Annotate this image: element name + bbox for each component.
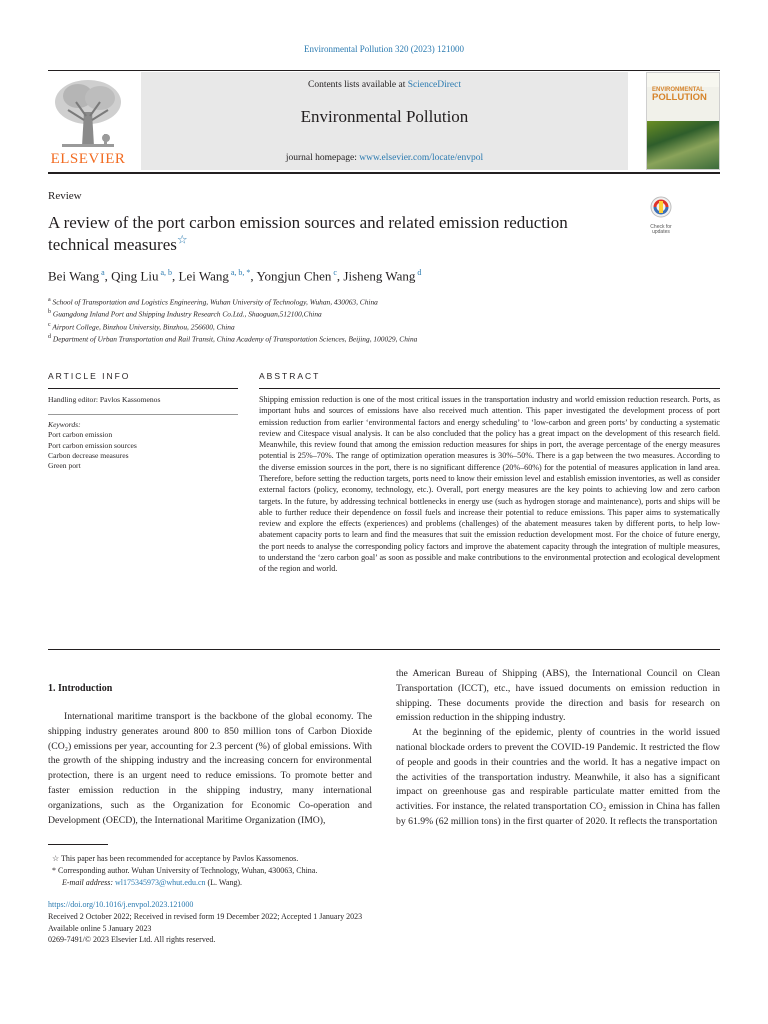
body-column-left <box>48 710 372 828</box>
body-column-right <box>396 667 720 830</box>
available-online: Available online 5 January 2023 <box>48 923 152 933</box>
contents-line <box>141 80 628 90</box>
affiliation-marker: c <box>48 321 51 328</box>
check-for-updates-badge[interactable] <box>646 196 676 235</box>
doi-link[interactable]: https://doi.org/10.1016/j.envpol.2023.121000 <box>48 900 194 909</box>
homepage-prefix: journal homepage: <box>285 153 360 163</box>
affiliation-marker: a <box>48 297 51 303</box>
affiliation-list <box>48 295 688 345</box>
affiliation <box>48 307 688 319</box>
journal-homepage-line <box>141 153 628 163</box>
affiliation-text: Airport College, Binzhou University, Binzhou, 256600, China <box>52 322 235 332</box>
email-label: E-mail address: <box>62 878 116 887</box>
paper-title <box>48 212 608 256</box>
affiliation-text: School of Transportation and Logistics Engineering, Wuhan University of Technology, Wuhan, 430063, China <box>52 297 378 307</box>
author-name[interactable]: Bei Wang <box>48 268 100 284</box>
author-name[interactable]: Jisheng Wang <box>343 268 416 284</box>
author-affil-marker[interactable]: a, b, * <box>228 268 251 277</box>
affiliation-marker: d <box>48 334 51 341</box>
author-name[interactable]: Lei Wang <box>178 268 229 284</box>
footnote-corresponding-author: * Corresponding author. Wuhan University of Technology, Wuhan, 430063, China. <box>52 866 318 875</box>
check-updates-label: Check for updates <box>650 224 672 235</box>
keywords-label: Keywords: <box>48 420 81 429</box>
body-paragraph: International maritime transport is the backbone of the global economy. The shipping industry generates around 800 to 850 million tons of Carbon Dioxide (CO₂) emissions per year, accounting for 2.3 percent (%) of global emissions. With the growth of the shipping industry and the increasing concern for environmental protection, there is an urgent need to reduce emissions. To promote better and faster emission reduction in the shipping industry, many international organizations, such as the Organization for Economic Co-operation and Development (OECD), the International Maritime Organization (IMO), <box>48 711 372 826</box>
contents-prefix: Contents lists available at <box>307 80 408 90</box>
header-bottom-rule <box>48 172 720 174</box>
paper-title-text: A review of the port carbon emission sources and related emission reduction technical measures <box>48 213 568 254</box>
author-affil-marker[interactable]: c <box>331 268 337 277</box>
abstract-bottom-rule <box>48 649 720 650</box>
author-name[interactable]: Yongjun Chen <box>256 268 332 284</box>
footnote-acceptance: ☆ This paper has been recommended for acceptance by Pavlos Kassomenos. <box>52 854 299 863</box>
header-top-rule <box>48 70 720 71</box>
article-info-divider <box>48 414 238 415</box>
author-affil-marker[interactable]: d <box>415 268 422 277</box>
received-dates: Received 2 October 2022; Received in revised form 19 December 2022; Accepted 1 January 2023 <box>48 911 363 921</box>
email-suffix: (L. Wang). <box>205 878 243 887</box>
abstract-text: Shipping emission reduction is one of the most critical issues in the transportation industry and world emission reduction research. Ports, as important hubs and sources of emissions have also received much attention. This paper investigated the development process of port emission reduction from earlier ‘environmental factors and energy scheduling’ to ‘low-carbon and green ports’ by conducting a systematic review and Citespace visual analysis. It can be also concluded that the policy has a great impact on the development of this research field. Meanwhile, this review found that among the emission reduction measures for ships in port, the average percentage of the energy measures potential is 25%–70%. The range of optimization operation measures is 30%–50%. There is a gap between the two measures. According to the diverse emission sources in the port, there is no significant difference (20%–60%) for the potential of measures application in land area. Therefore, before setting the reduction targets, ports need to know their emission level and establish emission inventories, as well as consider external factors (policy, economy, technology, etc.). Overall, port energy measures are the key points to achieving low and zero carbon targets. In the future, by addressing technical bottlenecks in energy use (such as hydrogen storage and maintenance), ports and ships will be able to further reduce their dependence on fossil fuels and increase their potential to reduce emissions. This paper aims to systematically review and explore the effects (experiences) and problems (challenges) of the abatement measures taken by different ports, to help low-abatement capacity ports to learn and find the measures that suit the emission reduction development most. For the choice of future energy, the port needs to analyse the corresponding policy factors and improve the abatement capacity through the integration of multiple measures, to understand the ‘zero carbon goal’ as soon as possible and make contributions to the environmental protection and ecological development of the region and world. <box>259 395 720 574</box>
footnotes <box>52 853 692 889</box>
keyword: Port carbon emission sources <box>48 440 137 450</box>
cover-title-line2: POLLUTION <box>652 92 707 103</box>
footnote-email <box>52 877 692 889</box>
journal-title: Environmental Pollution <box>300 107 469 126</box>
publisher-name: ELSEVIER <box>50 151 126 167</box>
keyword: Green port <box>48 461 81 471</box>
affiliation-text: Guangdong Inland Port and Shipping Industry Research Co.Ltd., Shaoguan,512100,China <box>52 309 322 319</box>
affiliation <box>48 332 688 344</box>
keywords-block <box>48 420 238 471</box>
email-link[interactable]: wl175345973@whut.edu.cn <box>115 878 206 887</box>
cover-title-line1: ENVIRONMENTAL <box>652 87 704 93</box>
abstract-heading: ABSTRACT <box>259 371 321 381</box>
affiliation <box>48 320 688 332</box>
affiliation-text: Department of Urban Transportation and Rail Transit, China Academy of Transportation Sciences, Beijing, 100029, China <box>52 334 418 344</box>
journal-cover-thumbnail[interactable] <box>646 72 720 170</box>
abstract-rule <box>259 388 720 389</box>
article-info-heading: ARTICLE INFO <box>48 371 131 381</box>
title-footnote-star[interactable]: ☆ <box>176 232 188 247</box>
keyword: Port carbon emission <box>48 430 113 440</box>
homepage-link[interactable]: www.elsevier.com/locate/envpol <box>359 153 484 163</box>
author-affil-marker[interactable]: a, b <box>158 268 173 277</box>
cover-image <box>647 121 719 169</box>
footnote-rule <box>48 844 108 845</box>
author-name[interactable]: Qing Liu <box>111 268 159 284</box>
copyright: 0269-7491/© 2023 Elsevier Ltd. All rights reserved. <box>48 935 216 945</box>
article-info-rule <box>48 388 238 389</box>
affiliation <box>48 295 688 307</box>
sciencedirect-link[interactable]: ScienceDirect <box>407 80 461 90</box>
author-list: Bei Wang $^a$, Qing Liu $^{a, b}$, Lei Wang $^{a, b, *}$, Yongjun Chen $^c$, Jisheng Wang $^d$ <box>48 268 422 284</box>
keyword: Carbon decrease measures <box>48 450 129 460</box>
handling-editor: Handling editor: Pavlos Kassomenos <box>48 395 161 404</box>
body-paragraph: the American Bureau of Shipping (ABS), the International Council on Clean Transportation (ICCT), etc., have issued documents on emission reduction in shipping. These documents provide the direction and basis for research on emission reduction in the shipping industry. <box>396 668 720 724</box>
section-heading-introduction: 1. Introduction <box>48 683 113 694</box>
publication-info <box>48 899 688 946</box>
journal-reference[interactable]: Environmental Pollution 320 (2023) 121000 <box>304 44 464 54</box>
cover-top-band <box>647 73 719 87</box>
author-affil-marker[interactable]: a <box>99 268 105 277</box>
cover-title <box>652 87 716 103</box>
article-type-label: Review <box>48 190 82 202</box>
affiliation-marker: b <box>48 309 51 316</box>
body-paragraph: At the beginning of the epidemic, plenty of countries in the world issued national blockade orders to prevent the COVID-19 Pandemic. It restricted the flow of people and goods in their countries and the world. It has a negative impact on the activities of the transportation industry. Meanwhile, it also has a significant impact on greenhouse gas and respirable particulate matter emitted from the activities. For instance, the related transportation CO₂ emission in China has fallen by 61.9% (62 million tons) in the first quarter of 2020. It reflects the transportation <box>396 727 720 827</box>
